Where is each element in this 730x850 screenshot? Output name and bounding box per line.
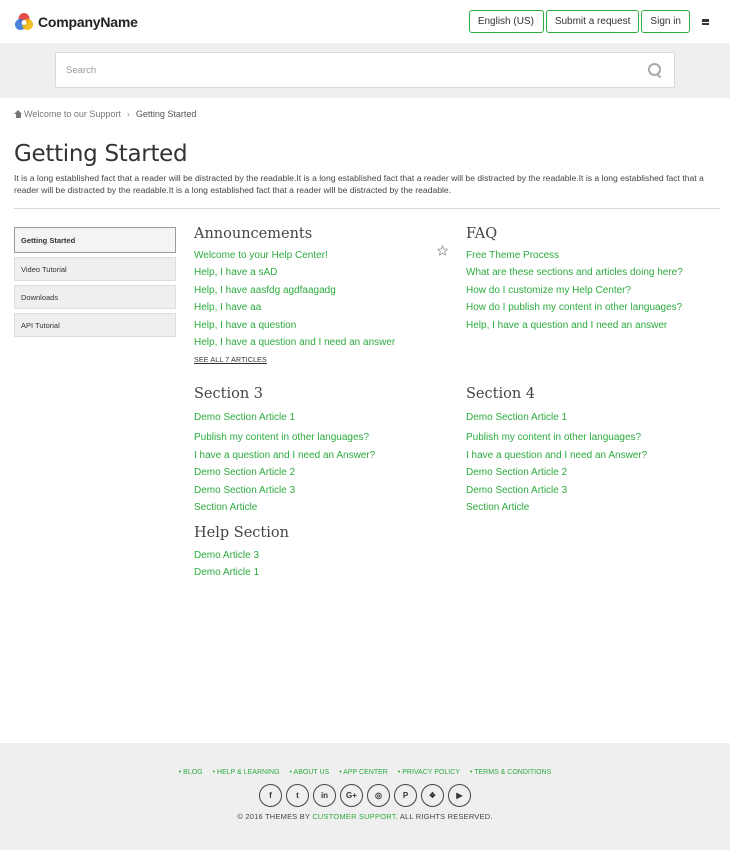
twitter-icon[interactable]: t: [286, 784, 309, 807]
section-title: Help Section: [194, 525, 289, 541]
article-link[interactable]: Help, I have a question and I need an answer: [466, 319, 668, 331]
footer-link-blog[interactable]: • BLOG: [179, 769, 203, 776]
article-link[interactable]: I have a question and I need an Answer?: [466, 449, 648, 461]
home-icon: [14, 110, 22, 118]
logo-text: CompanyName: [38, 13, 138, 30]
sidebar-item-downloads[interactable]: Downloads: [14, 285, 176, 309]
sign-in-button[interactable]: Sign in: [641, 10, 690, 33]
search-placeholder: Search: [66, 64, 97, 76]
article-link[interactable]: Demo Article 3: [194, 550, 260, 561]
youtube-icon[interactable]: ▶: [448, 784, 471, 807]
search-input[interactable]: [55, 52, 675, 88]
linkedin-icon[interactable]: in: [313, 784, 336, 807]
language-select[interactable]: English (US): [469, 10, 544, 33]
article-link[interactable]: Demo Section Article 3: [194, 484, 296, 496]
section-title: Section 4: [466, 386, 536, 402]
copyright: [0, 812, 730, 821]
article-link[interactable]: What are these sections and articles doing here?: [466, 267, 683, 279]
article-link[interactable]: Demo Section Article 2: [466, 467, 568, 479]
logo-icon: [14, 12, 34, 32]
copyright-prefix: © 2016 THEMES BY: [237, 812, 313, 821]
breadcrumb-home-link[interactable]: [14, 109, 121, 119]
section-title: Section 3: [194, 386, 264, 402]
hamburger-menu-icon[interactable]: [694, 10, 716, 33]
github-icon[interactable]: ◎: [367, 784, 390, 807]
article-link[interactable]: How do I customize my Help Center?: [466, 284, 632, 296]
article-link[interactable]: How do I publish my content in other languages?: [466, 302, 683, 314]
article-link[interactable]: Publish my content in other languages?: [194, 432, 370, 444]
page-description: It is a long established fact that a reader will be distracted by the readable.It is a long established fact that a reader will be distracted by the readable.It is a long established fact that a reader will be distracted by the readable.It is a long established fact that a reader will be distracted by the readable.: [14, 173, 704, 195]
google-plus-icon[interactable]: G+: [340, 784, 363, 807]
article-link[interactable]: Demo Section Article 1: [194, 412, 296, 423]
customer-support-link[interactable]: CUSTOMER SUPPORT: [312, 812, 396, 821]
sidebar-item-getting-started[interactable]: Getting Started: [14, 227, 176, 253]
copyright-suffix: . ALL RIGHTS RESERVED.: [395, 812, 493, 821]
breadcrumb-current: Getting Started: [135, 109, 197, 119]
article-link[interactable]: Help, I have a question: [194, 319, 297, 331]
article-link[interactable]: Welcome to your Help Center!: [194, 250, 328, 261]
footer-links: [0, 769, 730, 776]
dropbox-icon[interactable]: ❖: [421, 784, 444, 807]
footer-link-app-center[interactable]: • APP CENTER: [339, 769, 388, 776]
search-band: [0, 43, 730, 98]
company-logo[interactable]: [14, 12, 138, 32]
section-faq: [466, 225, 726, 336]
footer-link-help[interactable]: • HELP & LEARNING: [213, 769, 280, 776]
footer-link-about[interactable]: • ABOUT US: [290, 769, 330, 776]
article-link[interactable]: Help, I have aa: [194, 302, 262, 314]
article-link[interactable]: Help, I have a question and I need an answer: [194, 336, 396, 348]
footer-link-terms[interactable]: • TERMS & CONDITIONS: [470, 769, 551, 776]
article-link[interactable]: Demo Section Article 1: [466, 412, 568, 423]
sidebar-item-video-tutorial[interactable]: Video Tutorial: [14, 257, 176, 281]
section-title: FAQ: [466, 226, 498, 242]
star-icon[interactable]: [437, 245, 448, 256]
section-announcements: [194, 225, 456, 364]
section-title: Announcements: [194, 226, 313, 242]
sidebar-item-api-tutorial[interactable]: API Tutorial: [14, 313, 176, 337]
article-link[interactable]: Section Article: [194, 501, 258, 513]
section-4: [466, 385, 726, 518]
article-link[interactable]: Help, I have aasfdg agdfaagadg: [194, 284, 336, 296]
chevron-right-icon: ›: [126, 109, 130, 119]
article-link[interactable]: Section Article: [466, 501, 530, 513]
footer: [0, 743, 730, 850]
search-icon[interactable]: [648, 63, 662, 77]
article-link[interactable]: Help, I have a sAD: [194, 267, 278, 279]
see-all-articles-link[interactable]: SEE ALL 7 ARTICLES: [194, 357, 267, 365]
pinterest-icon[interactable]: P: [394, 784, 417, 807]
article-link[interactable]: Demo Section Article 3: [466, 484, 568, 496]
submit-request-button[interactable]: Submit a request: [546, 10, 640, 33]
article-link[interactable]: Demo Section Article 2: [194, 467, 296, 479]
article-link[interactable]: Demo Article 1: [194, 567, 260, 579]
article-link[interactable]: Free Theme Process: [466, 250, 560, 261]
category-sidebar: [14, 227, 176, 341]
article-link[interactable]: Publish my content in other languages?: [466, 432, 642, 444]
footer-link-privacy[interactable]: • PRIVACY POLICY: [398, 769, 460, 776]
divider: [14, 208, 720, 209]
breadcrumb: [0, 98, 730, 130]
social-icons: [0, 784, 730, 807]
facebook-icon[interactable]: f: [259, 784, 282, 807]
header-actions: [469, 10, 716, 33]
section-help: [194, 524, 456, 584]
page-title: Getting Started: [14, 141, 188, 167]
article-link[interactable]: I have a question and I need an Answer?: [194, 449, 376, 461]
breadcrumb-home-label: Welcome to our Support: [24, 109, 121, 119]
top-header: [0, 0, 730, 43]
section-3: [194, 385, 456, 518]
